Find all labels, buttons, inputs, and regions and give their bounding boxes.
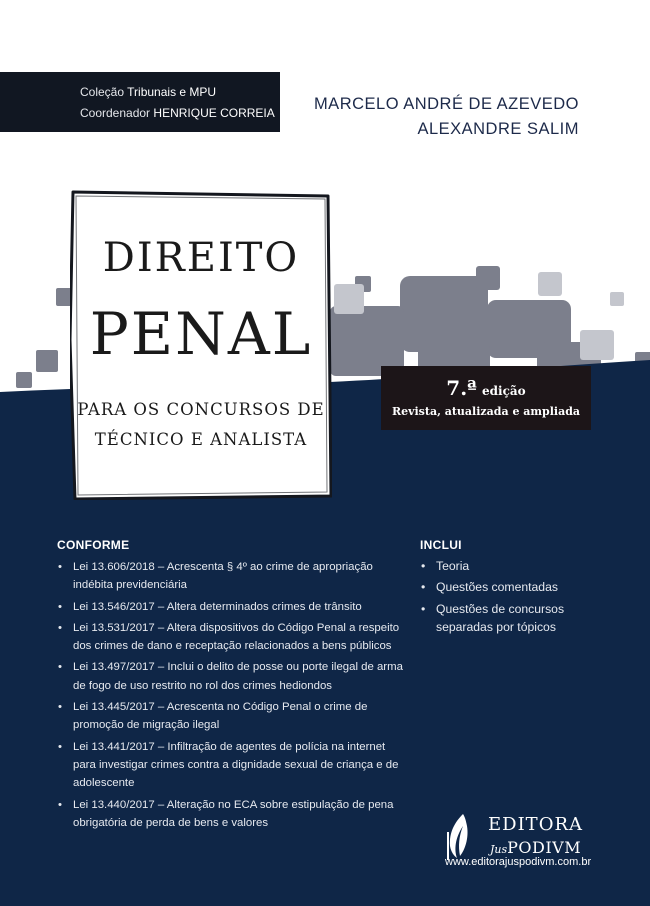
edition-description: Revista, atualizada e ampliada	[391, 405, 581, 418]
publisher-name-main: PODIVM	[507, 838, 582, 857]
coordinator-line	[80, 106, 275, 120]
title-line-2: PENAL	[89, 300, 313, 368]
conforme-list	[56, 558, 406, 835]
edition-number: 7.ª	[446, 376, 477, 400]
publisher-name-line-1: EDITORA	[488, 814, 583, 835]
edition-badge	[381, 366, 591, 430]
conforme-item: • Lei 13.546/2017 – Altera determinados crimes de trânsito	[56, 598, 406, 616]
publisher-name-prefix: Jus	[490, 843, 508, 856]
conforme-item: • Lei 13.441/2017 – Infiltração de agentes de polícia na internet para investigar crimes contra a dignidade sexual de criança e de adolescente	[56, 738, 406, 793]
publisher-name-line-2	[490, 838, 581, 857]
inclui-item: • Questões comentadas	[420, 578, 620, 596]
edition-line	[381, 376, 591, 400]
conforme-item: • Lei 13.531/2017 – Altera dispositivos do Código Penal a respeito dos crimes de dano e receptação relacionados a bens públicos	[56, 619, 406, 656]
title-line-1: DIREITO	[102, 235, 300, 281]
title-panel	[70, 190, 332, 500]
coordinator-label: Coordenador	[80, 106, 151, 120]
coordinator-name: HENRIQUE CORREIA	[153, 106, 275, 120]
publisher-url: www.editorajuspodivm.com.br	[445, 856, 592, 868]
conforme-item: • Lei 13.440/2017 – Alteração no ECA sobre estipulação de pena obrigatória de perda de bens e valores	[56, 796, 406, 833]
edition-word: edição	[482, 384, 526, 398]
inclui-list	[420, 557, 620, 639]
conforme-heading: CONFORME	[57, 538, 130, 552]
feather-icon	[445, 812, 471, 860]
collection-label: Coleção	[80, 85, 125, 99]
conforme-item: • Lei 13.497/2017 – Inclui o delito de posse ou porte ilegal de arma de fogo de uso restrito no rol dos crimes hediondos	[56, 658, 406, 695]
subtitle-line-2: TÉCNICO E ANALISTA	[94, 430, 308, 449]
series-banner	[0, 72, 280, 132]
collection-line	[80, 85, 216, 99]
conforme-item: • Lei 13.606/2018 – Acrescenta § 4º ao crime de apropriação indébita previdenciária	[56, 558, 406, 595]
collection-name: Tribunais e MPU	[127, 85, 217, 99]
author-1: MARCELO ANDRÉ DE AZEVEDO	[313, 95, 579, 113]
author-2: ALEXANDRE SALIM	[417, 120, 579, 138]
conforme-item: • Lei 13.445/2017 – Acrescenta no Código Penal o crime de promoção de migração ilegal	[56, 698, 406, 735]
inclui-item: • Questões de concursos separadas por tópicos	[420, 600, 620, 637]
inclui-heading: INCLUI	[420, 538, 462, 552]
subtitle-line-1: PARA OS CONCURSOS DE	[77, 400, 325, 419]
inclui-item: • Teoria	[420, 557, 620, 575]
